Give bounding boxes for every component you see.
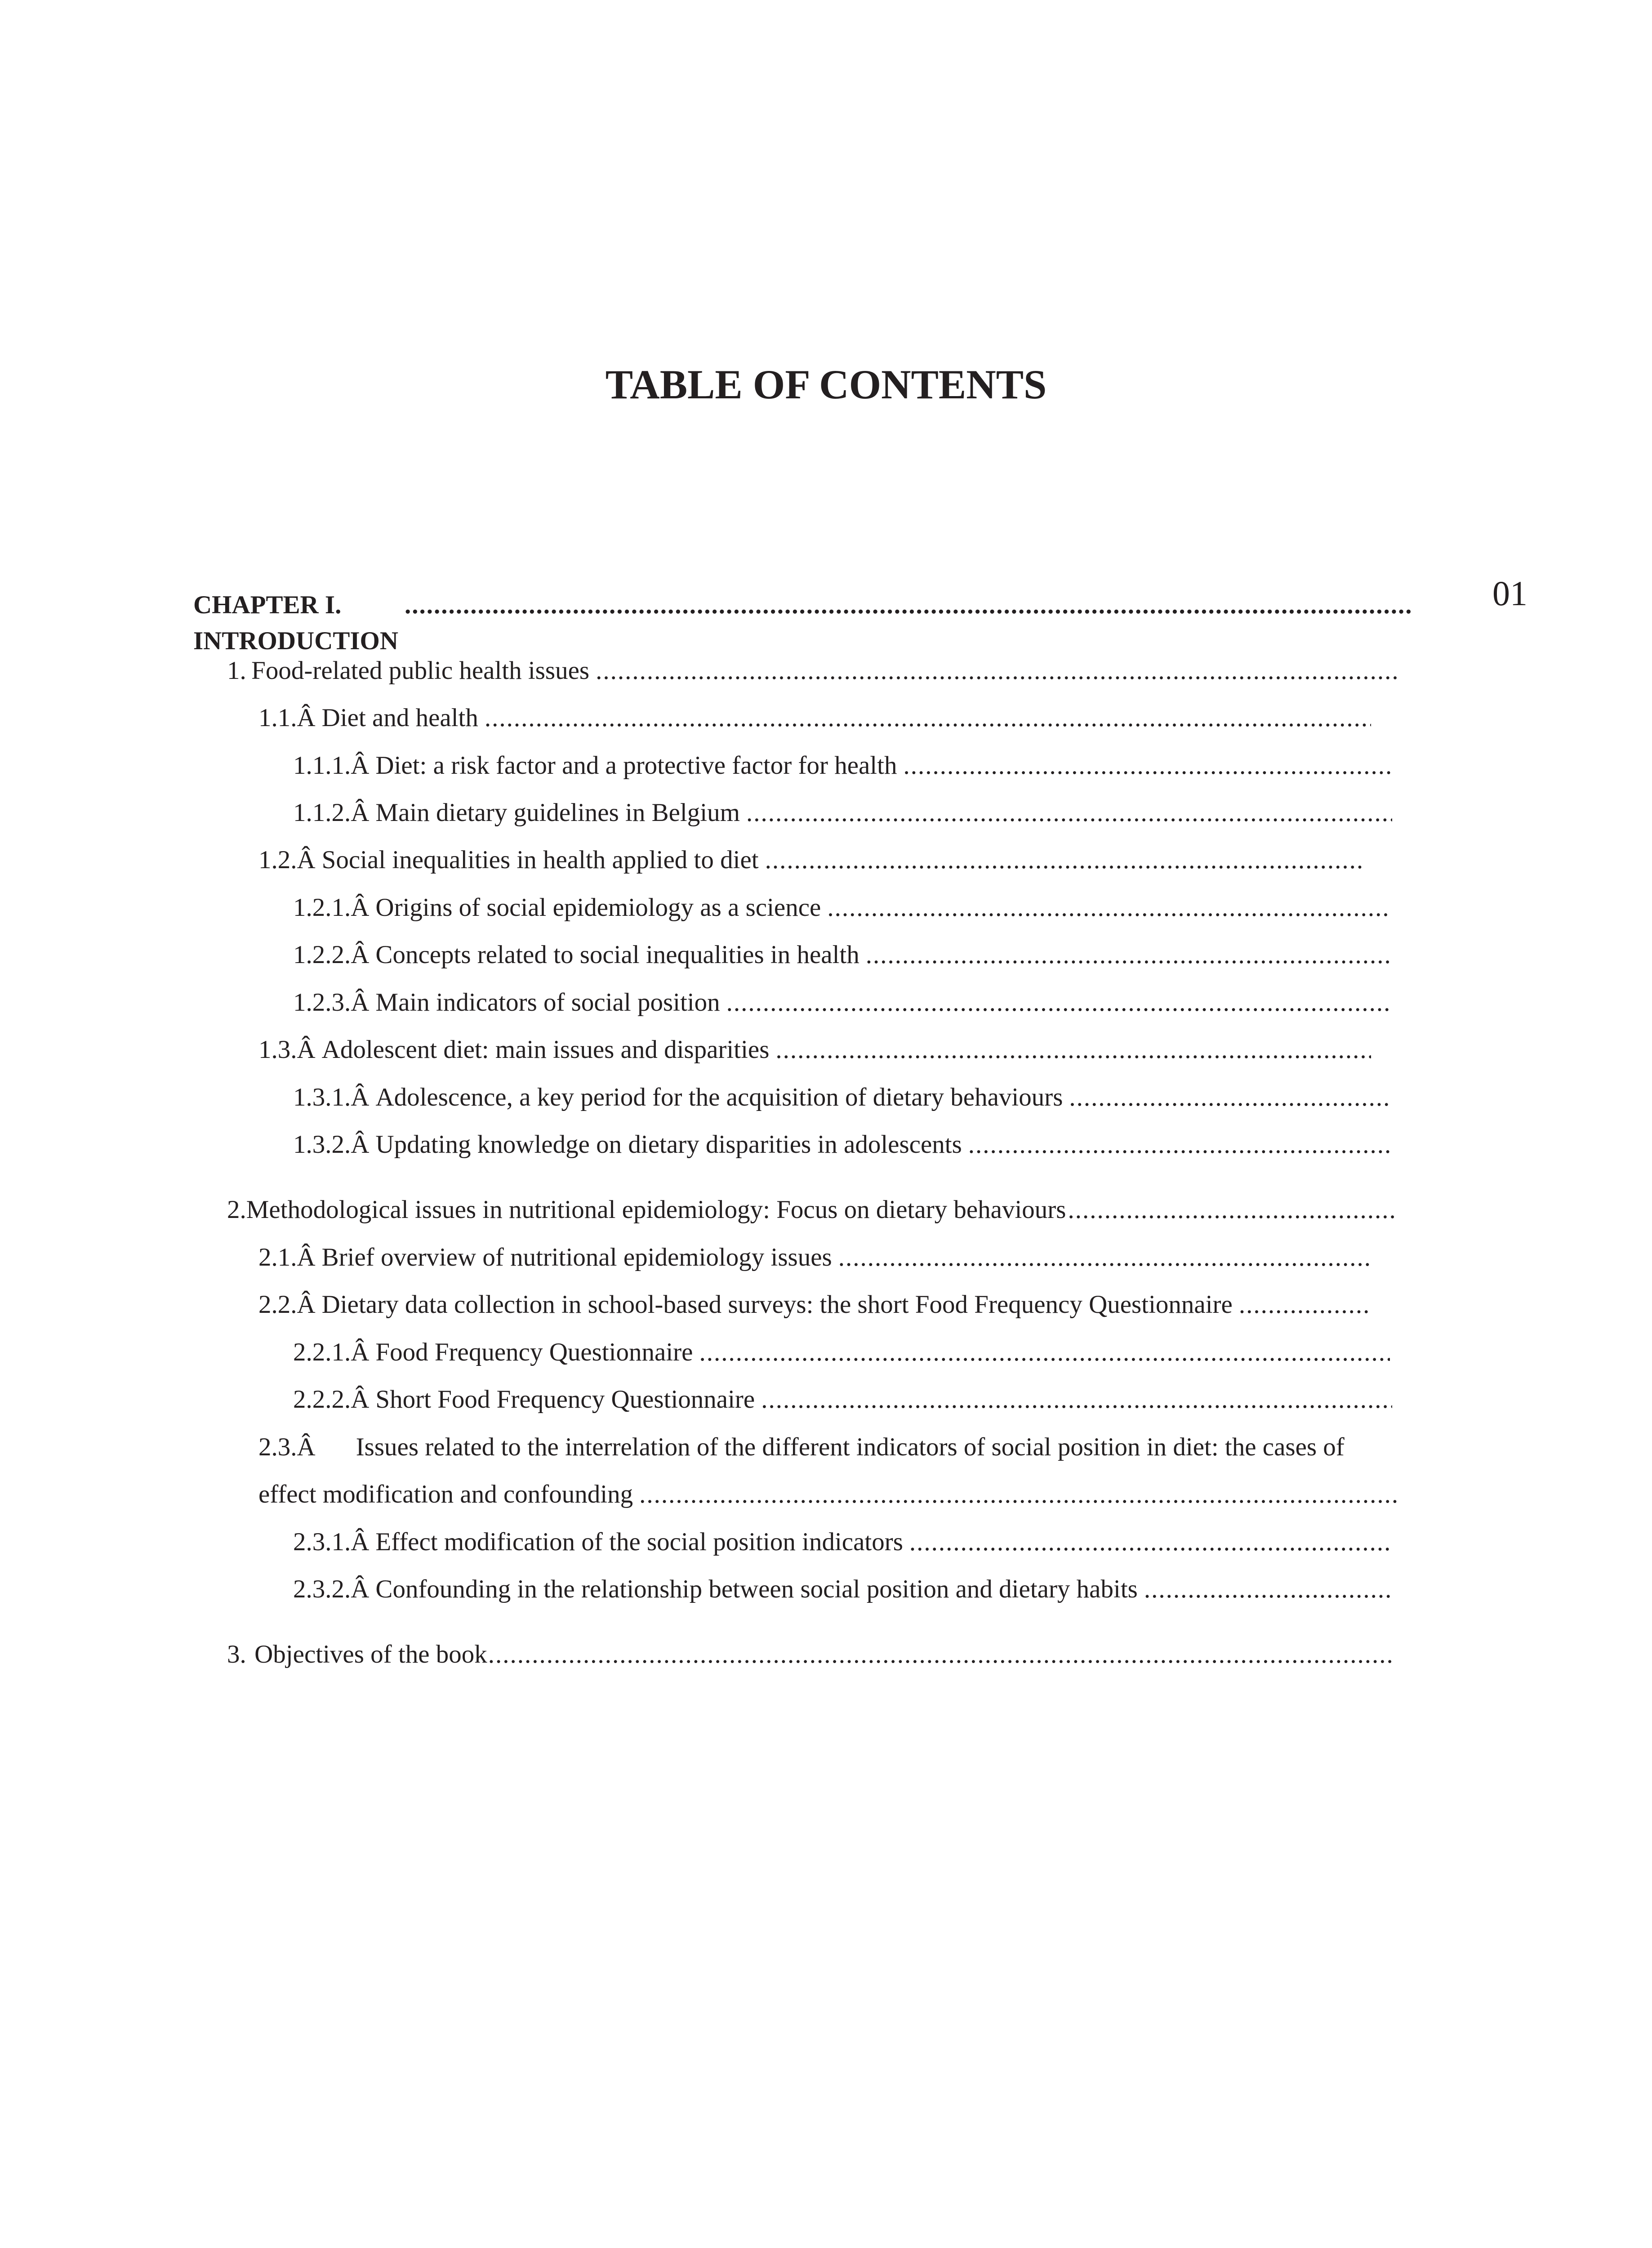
dot-leader: [488, 1637, 1394, 1673]
toc-entry-2-2-1[interactable]: [293, 1334, 1390, 1370]
toc-entry-text: Diet: a risk factor and a protective factor for health: [375, 751, 897, 780]
toc-entry-text: effect modification and confounding: [258, 1480, 633, 1508]
toc-entry-number: 1.3.2.Â: [293, 1130, 370, 1159]
toc-entry-text: Social inequalities in health applied to diet: [321, 846, 759, 874]
toc-entry-1-2-2[interactable]: [293, 937, 1390, 973]
toc-entry-number: 1.1.2.Â: [293, 798, 370, 827]
toc-entry-2-3[interactable]: [258, 1429, 1345, 1465]
dot-leader: [1069, 1079, 1390, 1115]
toc-entry-number: 2.3.1.Â: [293, 1528, 370, 1556]
toc-entry-number: 1.2.Â: [258, 846, 316, 874]
toc-entry-2-3-continuation[interactable]: [258, 1476, 1398, 1512]
toc-entry-number: 1.2.1.Â: [293, 893, 370, 922]
toc-entry-number: 2.2.Â: [258, 1290, 316, 1319]
toc-entry-1-2[interactable]: [258, 842, 1364, 878]
dot-leader: [765, 842, 1364, 878]
dot-leader: [838, 1240, 1371, 1276]
dot-leader: [866, 937, 1390, 973]
toc-entry-2-3-1[interactable]: [293, 1524, 1392, 1560]
page-number: 01: [1492, 574, 1527, 613]
toc-entry-2[interactable]: [227, 1192, 1398, 1228]
toc-entry-text: Issues related to the interrelation of the different indicators of social position in diet: the cases of: [356, 1433, 1345, 1461]
dot-leader: [909, 1524, 1392, 1560]
toc-entry-text: Concepts related to social inequalities in health: [375, 941, 859, 969]
toc-entry-text: Food Frequency Questionnaire: [375, 1338, 693, 1366]
dot-leader: [405, 587, 1412, 623]
dot-leader: [699, 1334, 1390, 1370]
toc-entry-2-2-2[interactable]: [293, 1382, 1392, 1418]
dot-leader: [827, 890, 1390, 926]
dot-leader: [746, 795, 1392, 831]
toc-entry-3[interactable]: [227, 1637, 1394, 1673]
toc-entry-number: 1.1.Â: [258, 704, 316, 732]
toc-entry-number: 1.1.1.Â: [293, 751, 370, 780]
toc-entry-text: Adolescent diet: main issues and disparities: [321, 1035, 770, 1064]
dot-leader: [968, 1127, 1392, 1163]
toc-entry-text: Updating knowledge on dietary disparities in adolescents: [375, 1130, 962, 1159]
toc-entry-number: 1.: [227, 656, 246, 685]
toc-entry-text: Objectives of the book: [254, 1640, 487, 1668]
toc-entry-number: 2.3.2.Â: [293, 1575, 370, 1603]
dot-leader: [726, 985, 1392, 1021]
toc-entry-1-3-1[interactable]: [293, 1079, 1390, 1115]
page-title: TABLE OF CONTENTS: [605, 361, 1047, 407]
toc-entry-1-3[interactable]: [258, 1032, 1371, 1068]
dot-leader: [639, 1476, 1398, 1512]
toc-entry-text: Adolescence, a key period for the acquisition of dietary behaviours: [375, 1083, 1063, 1111]
toc-entry-text: Main dietary guidelines in Belgium: [375, 798, 740, 827]
toc-entry-text: Brief overview of nutritional epidemiology issues: [321, 1243, 832, 1271]
toc-entry-2-1[interactable]: [258, 1240, 1371, 1276]
toc-entry-1-2-3[interactable]: [293, 985, 1392, 1021]
toc-entry-number: 1.3.Â: [258, 1035, 316, 1064]
toc-entry-1-3-2[interactable]: [293, 1127, 1392, 1163]
toc-entry-text: Origins of social epidemiology as a science: [375, 893, 821, 922]
dot-leader: [596, 653, 1398, 689]
toc-entry-number: 2.1.Â: [258, 1243, 316, 1271]
dot-leader: [1068, 1192, 1398, 1228]
toc-entry-number: 2.: [227, 1195, 246, 1224]
toc-entry-number: 1.3.1.Â: [293, 1083, 370, 1111]
toc-entry-number: 2.2.2.Â: [293, 1385, 370, 1414]
toc-entry-2-3-2[interactable]: [293, 1571, 1390, 1607]
toc-entry-1-2-1[interactable]: [293, 890, 1390, 926]
toc-entry-2-2[interactable]: [258, 1287, 1371, 1323]
dot-leader: [1239, 1287, 1371, 1323]
toc-entry-number: 1.2.3.Â: [293, 988, 370, 1017]
dot-leader: [775, 1032, 1371, 1068]
toc-entry-text: Confounding in the relationship between social position and dietary habits: [375, 1575, 1138, 1603]
toc-entry-text: Food-related public health issues: [251, 656, 590, 685]
dot-leader: [761, 1382, 1392, 1418]
toc-entry-text: Main indicators of social position: [375, 988, 720, 1017]
toc-entry-text: Diet and health: [321, 704, 478, 732]
toc-entry-text: Effect modification of the social position indicators: [375, 1528, 903, 1556]
toc-entry-text: Short Food Frequency Questionnaire: [375, 1385, 755, 1414]
dot-leader: [1144, 1571, 1390, 1607]
dot-leader: [485, 700, 1371, 736]
toc-entry-text: Methodological issues in nutritional epidemiology: Focus on dietary behaviours: [246, 1195, 1066, 1224]
chapter-label: CHAPTER I. INTRODUCTION: [193, 591, 399, 655]
toc-entry-1-1-2[interactable]: [293, 795, 1392, 831]
toc-entry-number: 2.3.Â: [258, 1433, 316, 1461]
toc-entry-number: 2.2.1.Â: [293, 1338, 370, 1366]
toc-entry-number: 3.: [227, 1640, 246, 1668]
toc-entry-number: 1.2.2.Â: [293, 941, 370, 969]
toc-entry-1[interactable]: [227, 653, 1398, 689]
chapter-heading[interactable]: [193, 587, 1412, 655]
toc-entry-1-1-1[interactable]: [293, 748, 1392, 784]
toc-entry-text: Dietary data collection in school-based surveys: the short Food Frequency Questionnaire: [321, 1290, 1233, 1319]
dot-leader: [903, 748, 1392, 784]
toc-entry-1-1[interactable]: [258, 700, 1371, 736]
